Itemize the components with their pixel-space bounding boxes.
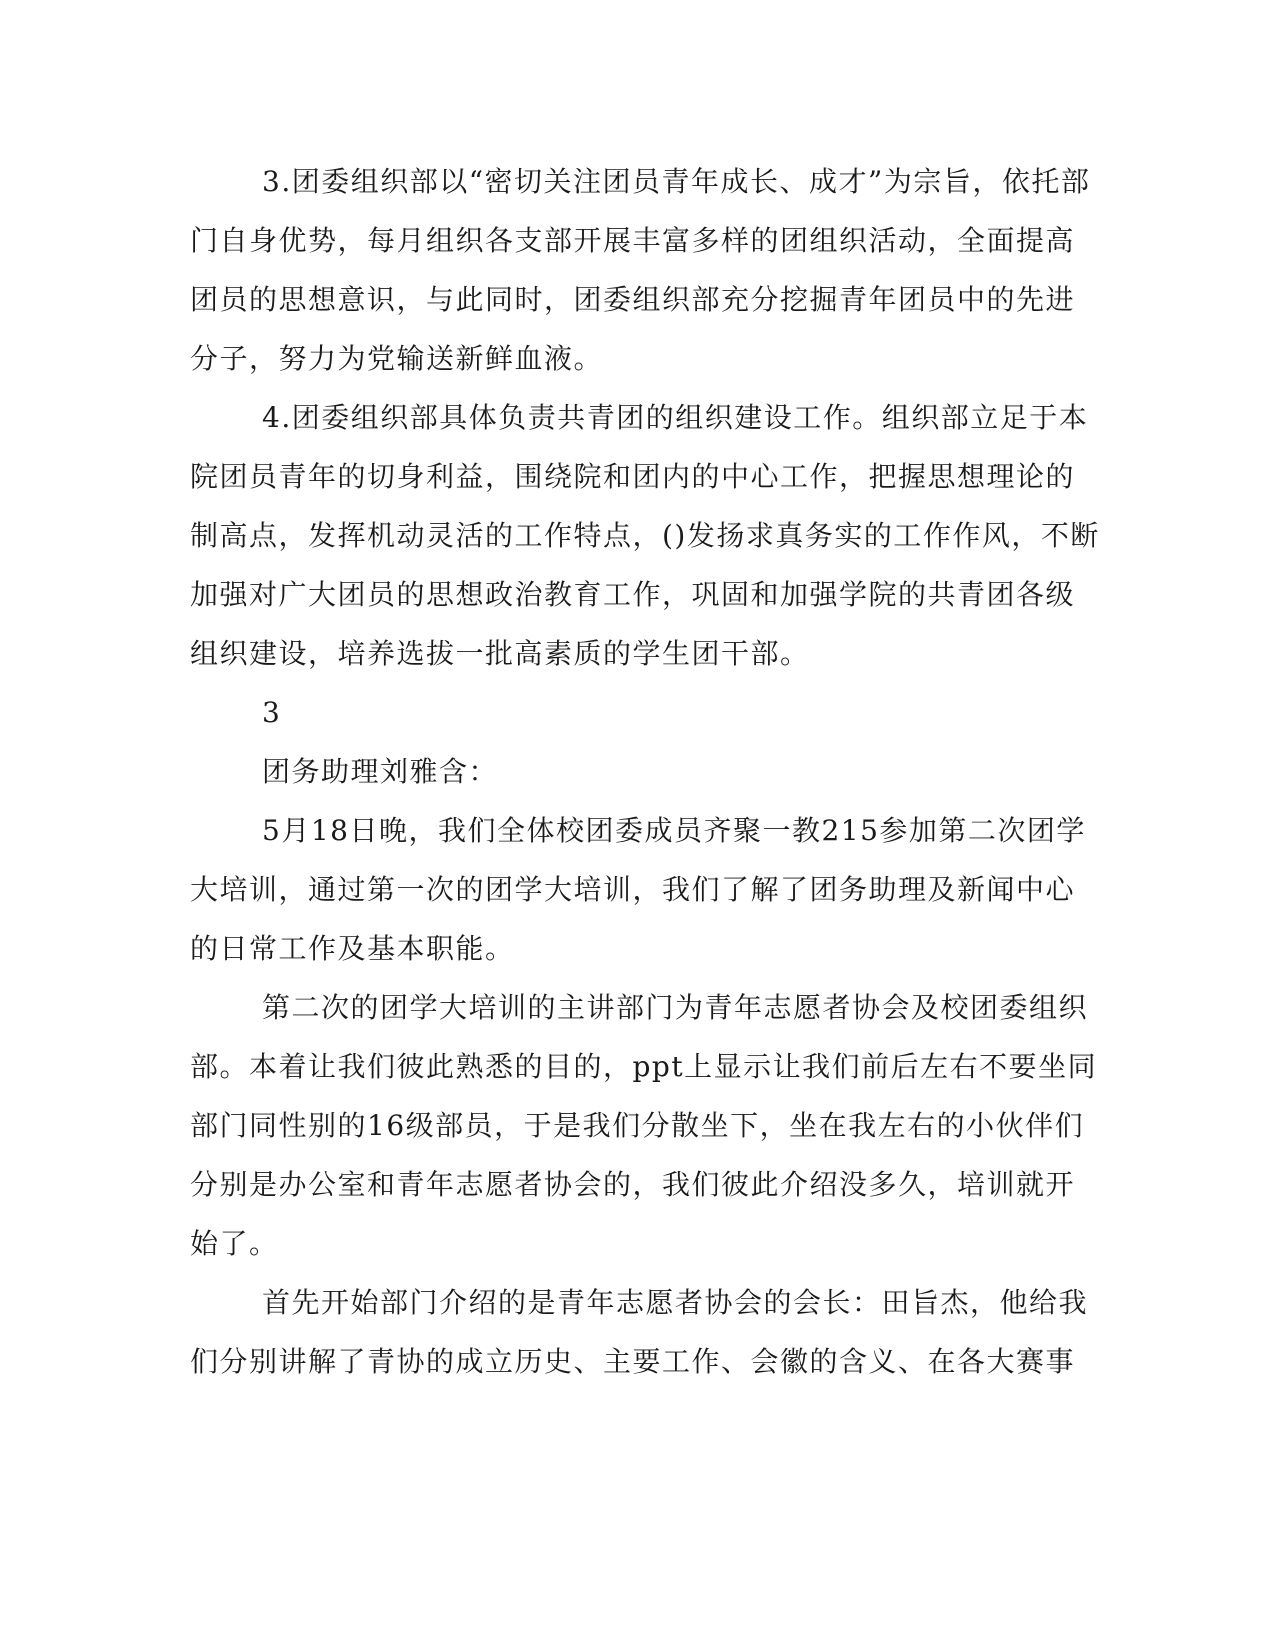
text-line: 第二次的团学大培训的主讲部门为青年志愿者协会及校团委组织 bbox=[262, 991, 1089, 1024]
text-line: 的日常工作及基本职能。 bbox=[190, 932, 515, 965]
text-line: 加强对广大团员的思想政治教育工作，巩固和加强学院的共青团各级 bbox=[190, 578, 1076, 611]
text-line: 制高点，发挥机动灵活的工作特点，()发扬求真务实的工作作风，不断 bbox=[190, 519, 1100, 552]
text-line: 院团员青年的切身利益，围绕院和团内的中心工作，把握思想理论的 bbox=[190, 460, 1076, 493]
section-number: 3 bbox=[262, 696, 282, 729]
text-line: 4.团委组织部具体负责共青团的组织建设工作。组织部立足于本 bbox=[262, 401, 1089, 434]
text-line: 团员的思想意识，与此同时，团委组织部充分挖掘青年团员中的先进 bbox=[190, 283, 1076, 316]
author-heading: 团务助理刘雅含： bbox=[262, 755, 499, 788]
text-line: 部门同性别的16级部员，于是我们分散坐下，坐在我左右的小伙伴们 bbox=[190, 1109, 1085, 1142]
text-line: 部。本着让我们彼此熟悉的目的，ppt上显示让我们前后左右不要坐同 bbox=[190, 1050, 1098, 1083]
text-line: 组织建设，培养选拔一批高素质的学生团干部。 bbox=[190, 637, 810, 670]
text-line: 始了。 bbox=[190, 1227, 279, 1260]
text-line: 分子，努力为党输送新鲜血液。 bbox=[190, 342, 604, 375]
text-line: 5月18日晚，我们全体校团委成员齐聚一教215参加第二次团学 bbox=[262, 814, 1086, 847]
text-line: 分别是办公室和青年志愿者协会的，我们彼此介绍没多久，培训就开 bbox=[190, 1168, 1076, 1201]
text-line: 们分别讲解了青协的成立历史、主要工作、会徽的含义、在各大赛事 bbox=[190, 1345, 1076, 1378]
text-line: 大培训，通过第一次的团学大培训，我们了解了团务助理及新闻中心 bbox=[190, 873, 1076, 906]
text-line: 首先开始部门介绍的是青年志愿者协会的会长：田旨杰，他给我 bbox=[262, 1286, 1089, 1319]
text-line: 门自身优势，每月组织各支部开展丰富多样的团组织活动，全面提高 bbox=[190, 224, 1076, 257]
text-line: 3.团委组织部以“密切关注团员青年成长、成才”为宗旨，依托部 bbox=[262, 165, 1091, 198]
